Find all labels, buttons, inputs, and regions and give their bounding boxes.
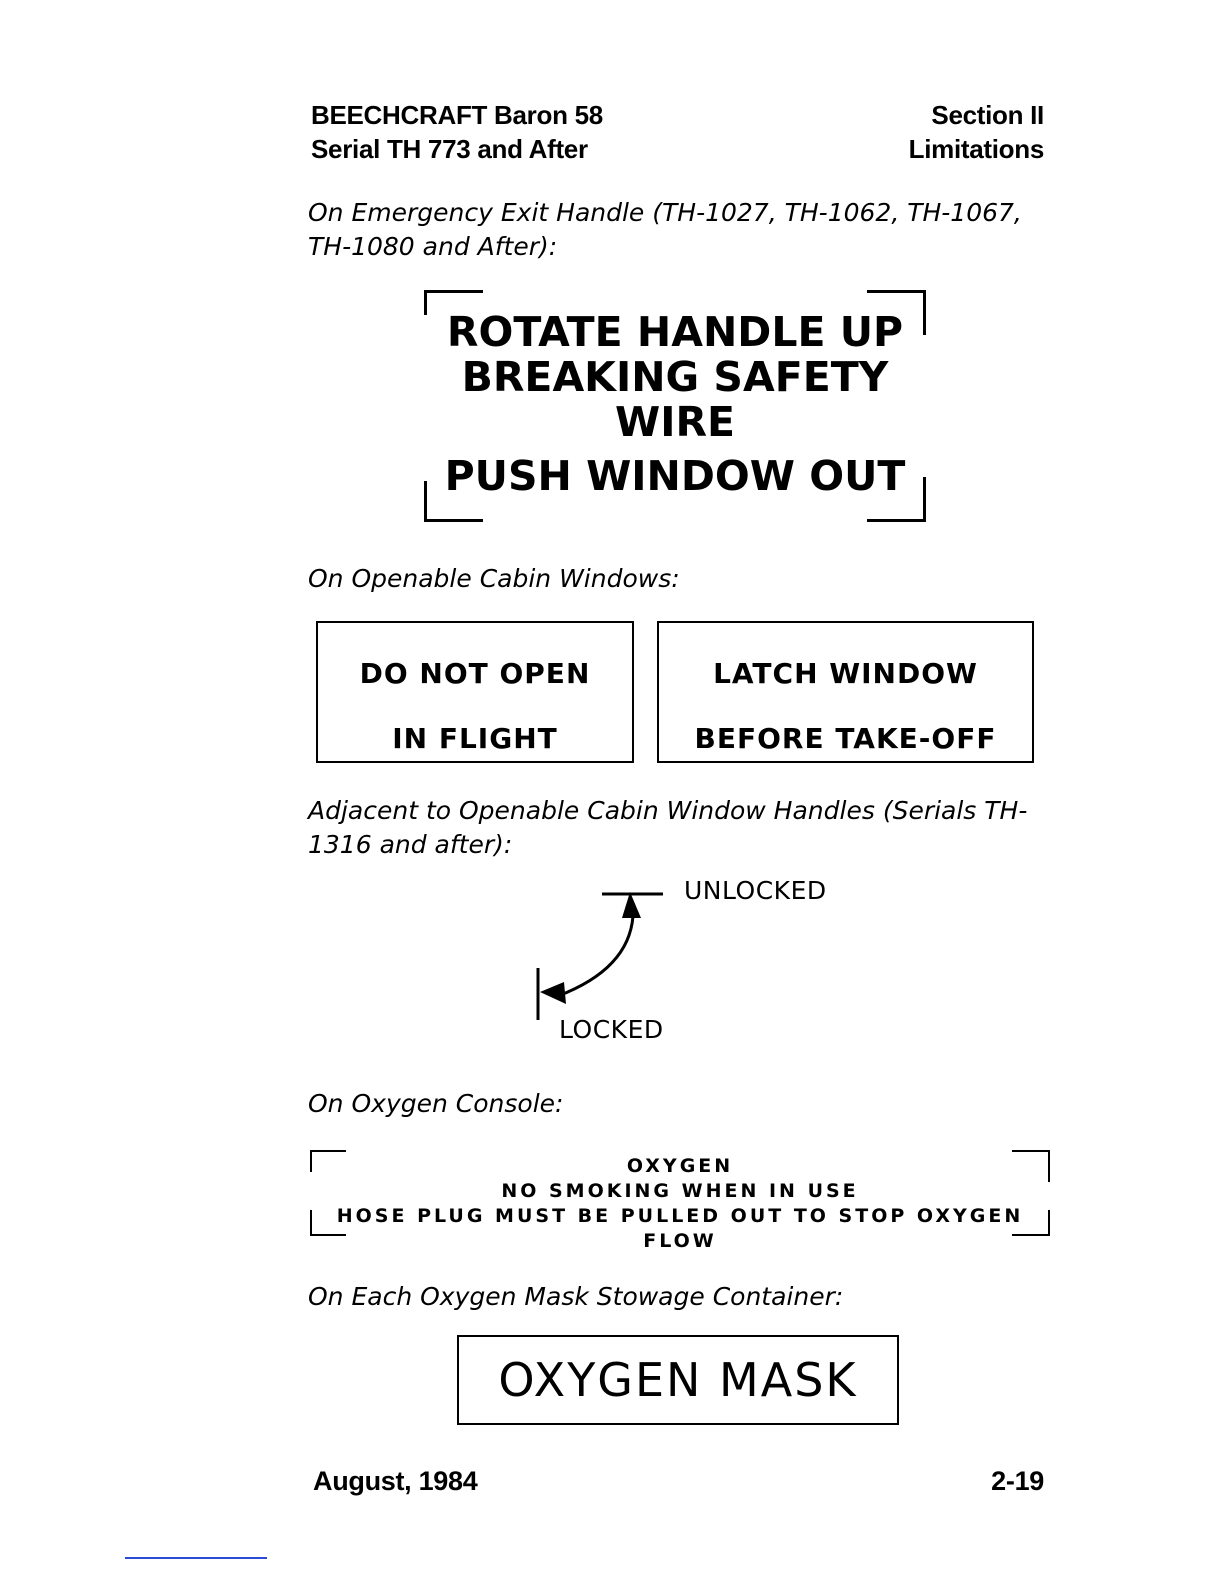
link-underline-artifact [125, 1557, 267, 1559]
serial-range: Serial TH 773 and After [311, 134, 588, 164]
emergency-exit-placard-text [424, 310, 926, 445]
emergency-exit-placard [424, 290, 926, 522]
placard-line-wire: WIRE [614, 398, 736, 446]
page-number: 2-19 [991, 1466, 1044, 1496]
hose-plug-text: HOSE PLUG MUST BE PULLED OUT TO STOP OXYGEN FLOW [336, 1205, 1024, 1252]
footer-date: August, 1984 [313, 1466, 478, 1496]
latch-window-text: LATCH WINDOW [713, 657, 978, 690]
emergency-exit-caption-line1: On Emergency Exit Handle (TH-1027, TH-1062, TH-1067, [308, 198, 1022, 227]
cabin-windows-caption: On Openable Cabin Windows: [308, 564, 680, 593]
in-flight-text: IN FLIGHT [392, 722, 558, 755]
unlocked-label: UNLOCKED [684, 876, 827, 905]
before-takeoff-text: BEFORE TAKE-OFF [694, 722, 997, 755]
lock-rotation-arrow-icon [520, 880, 680, 1030]
emergency-exit-caption-line2: TH-1080 and After): [308, 232, 558, 261]
oxygen-console-caption: On Oxygen Console: [308, 1089, 564, 1118]
window-handles-caption-line2: 1316 and after): [308, 830, 513, 859]
emergency-exit-caption [308, 196, 1022, 264]
oxygen-mask-placard [457, 1335, 899, 1425]
oxygen-mask-text: OXYGEN MASK [498, 1353, 858, 1407]
section-number: Section II [931, 100, 1044, 130]
window-handles-caption [308, 794, 1027, 862]
no-smoking-text: NO SMOKING WHEN IN USE [501, 1180, 859, 1202]
aircraft-title: BEECHCRAFT Baron 58 [311, 100, 603, 130]
do-not-open-text: DO NOT OPEN [359, 657, 591, 690]
placard-line-breaking: BREAKING SAFETY [461, 353, 889, 401]
oxygen-mask-caption: On Each Oxygen Mask Stowage Container: [308, 1282, 844, 1311]
oxygen-heading: OXYGEN [626, 1155, 734, 1177]
window-handles-caption-line1: Adjacent to Openable Cabin Window Handles (Serials TH- [308, 796, 1028, 825]
placard-line-rotate: ROTATE HANDLE UP [446, 308, 904, 356]
locked-label: LOCKED [559, 1015, 664, 1044]
oxygen-console-placard [310, 1150, 1050, 1252]
header-left [311, 98, 603, 166]
placard-line-push: PUSH WINDOW OUT [444, 452, 906, 500]
do-not-open-placard [316, 621, 634, 763]
section-title: Limitations [908, 134, 1044, 164]
latch-window-placard [657, 621, 1034, 763]
header-right [909, 98, 1044, 166]
